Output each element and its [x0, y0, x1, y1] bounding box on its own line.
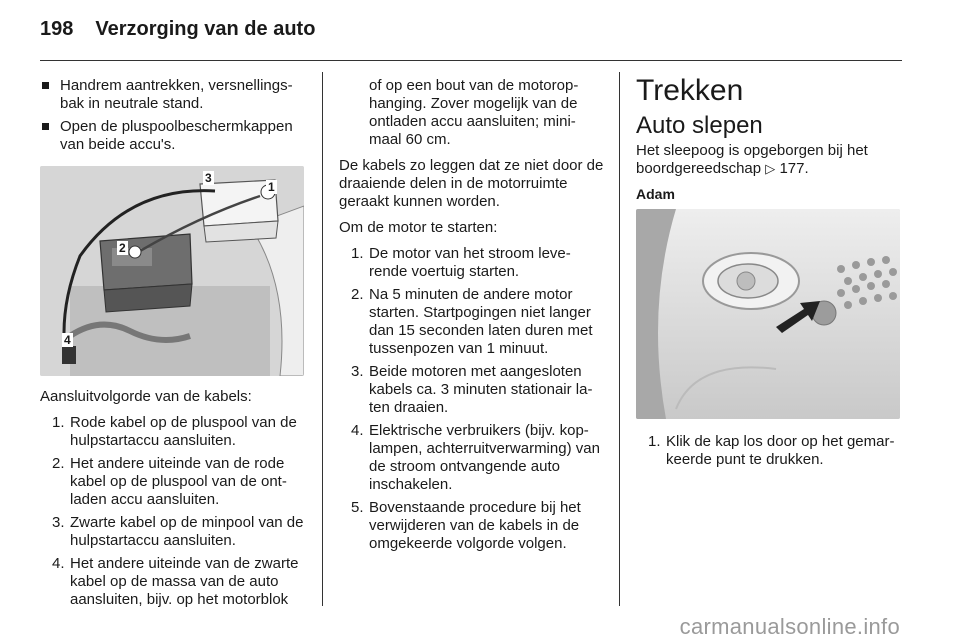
subsection-heading: Auto slepen — [636, 112, 763, 139]
step-text: Beide motoren met aangesloten kabels ca. 3 minuten stationair la-ten draaien. — [369, 363, 593, 416]
step-number: 3. — [351, 363, 364, 380]
sequence-intro: Aansluitvolgorde van de kabels: — [40, 388, 252, 405]
bullet-square-icon — [42, 123, 49, 130]
column-1 — [40, 77, 306, 376]
battery-illustration — [40, 166, 304, 376]
column-3 — [636, 74, 902, 474]
figure-label-4: 4 — [64, 333, 71, 347]
page-reference-icon: ▷ — [765, 162, 776, 177]
column-separator-2 — [619, 72, 620, 606]
step-text: Klik de kap los door op het gemar-keerde punt te drukken. — [666, 433, 895, 468]
tow-eye-text-body: Het sleepoog is opgeborgen bij het boordgereedschap — [636, 142, 868, 177]
list-item — [40, 414, 306, 450]
bumper-illustration — [636, 209, 900, 419]
header-rule — [40, 60, 902, 61]
step-number: 4. — [52, 555, 65, 572]
bullet-text: Open de pluspoolbeschermkappen van beide accu's. — [60, 118, 293, 153]
list-item — [40, 514, 306, 550]
step-number: 4. — [351, 422, 364, 439]
watermark: carmanualsonline.info — [679, 614, 900, 639]
column-2 — [339, 77, 605, 558]
step-text: De motor van het stroom leve-rende voertuig starten. — [369, 245, 571, 280]
bullet-item — [40, 77, 306, 113]
tow-eye-text — [636, 142, 902, 179]
chapter-title: Verzorging van de auto — [95, 18, 316, 40]
figure-label-1: 1 — [268, 180, 275, 194]
step-text: Zwarte kabel op de minpool van de hulpstartaccu aansluiten. — [70, 514, 304, 549]
step-number: 5. — [351, 499, 364, 516]
step-number: 3. — [52, 514, 65, 531]
list-item — [339, 499, 605, 553]
bullet-square-icon — [42, 82, 49, 89]
step-text: Elektrische verbruikers (bijv. kop-lampen, achterruitverwarming) van de stroom ontvangende auto inschakelen. — [369, 422, 600, 493]
list-item — [339, 245, 605, 281]
model-label: Adam — [636, 186, 675, 202]
list-item — [339, 363, 605, 417]
step-text: Na 5 minuten de andere motor starten. Startpogingen niet langer dan 15 seconden laten duren met tussenpozen van 1 minuut. — [369, 286, 593, 357]
page-number: 198 — [40, 18, 74, 40]
cable-routing-text: De kabels zo leggen dat ze niet door de draaiende delen in de motorruimte geraakt kunnen worden. — [339, 157, 604, 210]
bullet-text: Handrem aantrekken, versnellings-bak in neutrale stand. — [60, 77, 293, 112]
step-number: 1. — [351, 245, 364, 262]
start-intro: Om de motor te starten: — [339, 219, 498, 236]
figure-label-3: 3 — [205, 171, 212, 185]
bumper-figure — [636, 209, 900, 419]
step-number: 2. — [351, 286, 364, 303]
step-number: 2. — [52, 455, 65, 472]
step-text: Bovenstaande procedure bij het verwijderen van de kabels in de omgekeerde volgorde volgen. — [369, 499, 581, 552]
page-reference: 177. — [779, 160, 809, 177]
column-1-lower — [40, 388, 306, 614]
column-separator-1 — [322, 72, 323, 606]
step-text: Het andere uiteinde van de zwarte kabel op de massa van de auto aansluiten, bijv. op het motorblok — [70, 555, 299, 608]
list-item — [339, 286, 605, 358]
step-number: 1. — [52, 414, 65, 431]
bullet-item — [40, 118, 306, 154]
list-item — [40, 455, 306, 509]
page-header — [40, 18, 315, 41]
step-text: Het andere uiteinde van de rode kabel op de pluspool van de ont-laden accu aansluiten. — [70, 455, 287, 508]
list-item — [40, 555, 306, 609]
section-heading: Trekken — [636, 74, 744, 107]
step-text: Rode kabel op de pluspool van de hulpstartaccu aansluiten. — [70, 414, 297, 449]
list-item — [636, 433, 902, 469]
battery-figure — [40, 166, 304, 376]
continuation-text: of op een bout van de motorop-hanging. Zover mogelijk van de ontladen accu aansluiten; mini-maal 60 cm. — [369, 77, 579, 148]
step-number: 1. — [648, 433, 661, 450]
list-item — [339, 422, 605, 494]
figure-label-2: 2 — [119, 241, 126, 255]
